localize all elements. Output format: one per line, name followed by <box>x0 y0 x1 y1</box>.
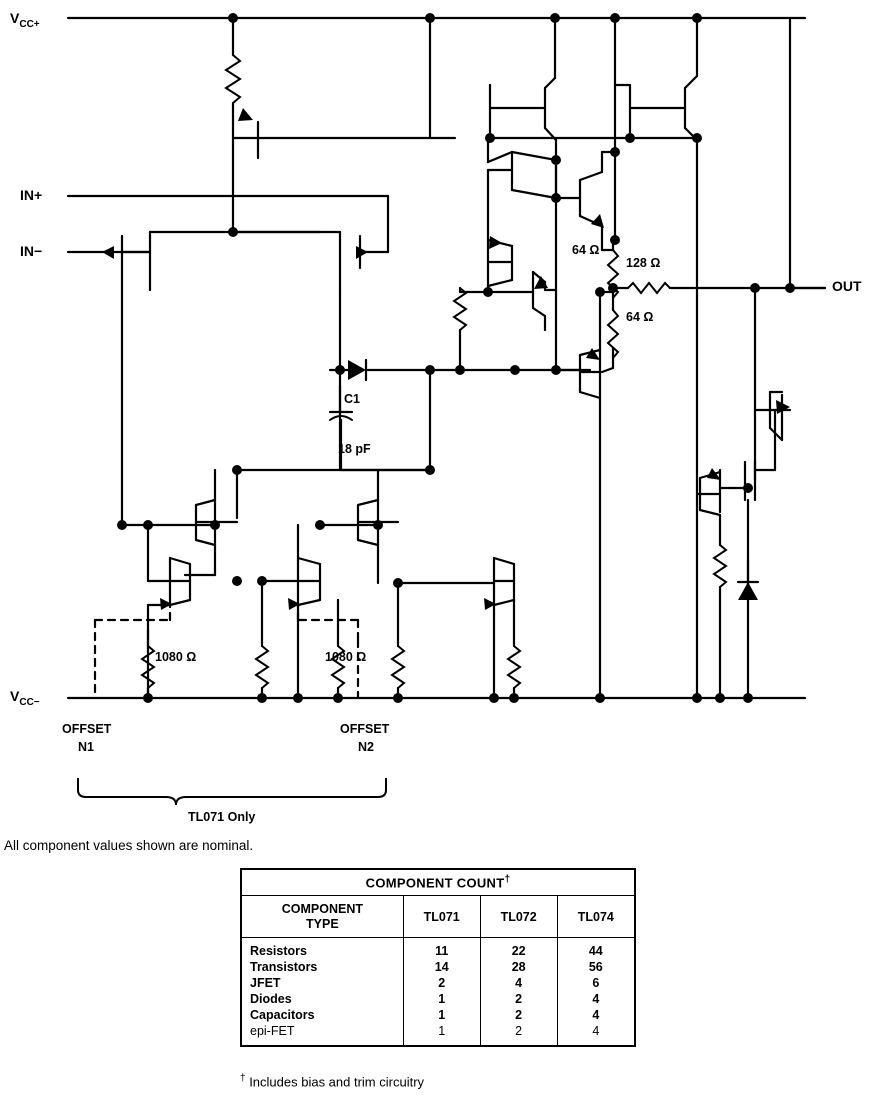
table-cell: 28 <box>511 960 526 975</box>
table-row: Diodes <box>250 992 292 1007</box>
label-resistor-128: 128 Ω <box>626 256 661 270</box>
table-cell: 4 <box>592 992 600 1007</box>
table-cell: 1 <box>438 1008 446 1023</box>
table-header-row <box>241 896 635 938</box>
table-cell: 11 <box>435 944 449 959</box>
header-tl071: TL071 <box>403 896 480 938</box>
label-offset-n2-line2: N2 <box>358 740 374 754</box>
header-tl074: TL074 <box>557 896 635 938</box>
label-in-plus: IN+ <box>20 187 43 203</box>
table-row: Capacitors <box>250 1008 315 1023</box>
table-cell: 4 <box>592 1024 600 1039</box>
table-body-row <box>241 938 635 1047</box>
table-cell: 6 <box>592 976 600 991</box>
table-cell: 44 <box>588 944 603 959</box>
table-cell: 22 <box>511 944 526 959</box>
label-capacitor-value: 18 pF <box>338 442 371 456</box>
label-resistor-64-a: 64 Ω <box>572 243 600 257</box>
table-title: COMPONENT COUNT† <box>241 869 635 896</box>
header-tl072: TL072 <box>480 896 557 938</box>
tl071-cell-group <box>403 938 480 1047</box>
table-row: Transistors <box>250 960 318 975</box>
label-offset-n1-line2: N1 <box>78 740 94 754</box>
table-cell: 2 <box>515 1008 523 1023</box>
table-cell: 1 <box>438 1024 446 1039</box>
table-title-row <box>241 869 635 896</box>
label-offset-n2-line1: OFFSET <box>340 722 390 736</box>
label-vcc-minus: $V_{CC-}$ <box>10 688 40 708</box>
table-cell: 56 <box>588 960 603 975</box>
type-cell-group <box>241 938 403 1047</box>
table-row: Resistors <box>250 944 307 959</box>
table-footnote <box>240 1073 424 1089</box>
table-cell: 2 <box>515 992 523 1007</box>
table-cell: 4 <box>592 1008 600 1023</box>
label-resistor-1080-b: 1080 Ω <box>325 650 367 664</box>
label-out: OUT <box>832 278 862 294</box>
footnote-dagger: † <box>240 1073 246 1084</box>
header-component-type <box>241 896 403 938</box>
table-cell: 2 <box>438 976 446 991</box>
table-cell: 4 <box>515 976 523 991</box>
table-cell: 2 <box>515 1024 523 1039</box>
table-cell: 14 <box>434 960 449 975</box>
label-resistor-1080-a: 1080 Ω <box>155 650 197 664</box>
label-in-minus: IN− <box>20 243 43 259</box>
header-component-line1: COMPONENT <box>281 902 363 917</box>
label-offset-n1-line1: OFFSET <box>62 722 112 736</box>
label-resistor-64-b: 64 Ω <box>626 310 654 324</box>
component-count-table <box>240 868 636 1047</box>
tl072-cell-group <box>480 938 557 1047</box>
header-component-line2: TYPE <box>306 916 339 931</box>
label-vcc-plus: $V_{CC+}$ <box>10 10 40 30</box>
label-capacitor-c1: C1 <box>344 392 360 406</box>
label-tl071-only: TL071 Only <box>188 810 256 824</box>
nominal-values-note: All component values shown are nominal. <box>4 838 254 853</box>
tl074-cell-group <box>557 938 635 1047</box>
table-row: epi-FET <box>250 1024 295 1039</box>
footnote-text: Includes bias and trim circuitry <box>249 1074 425 1090</box>
table-row: JFET <box>250 976 281 991</box>
table-cell: 1 <box>438 992 446 1007</box>
